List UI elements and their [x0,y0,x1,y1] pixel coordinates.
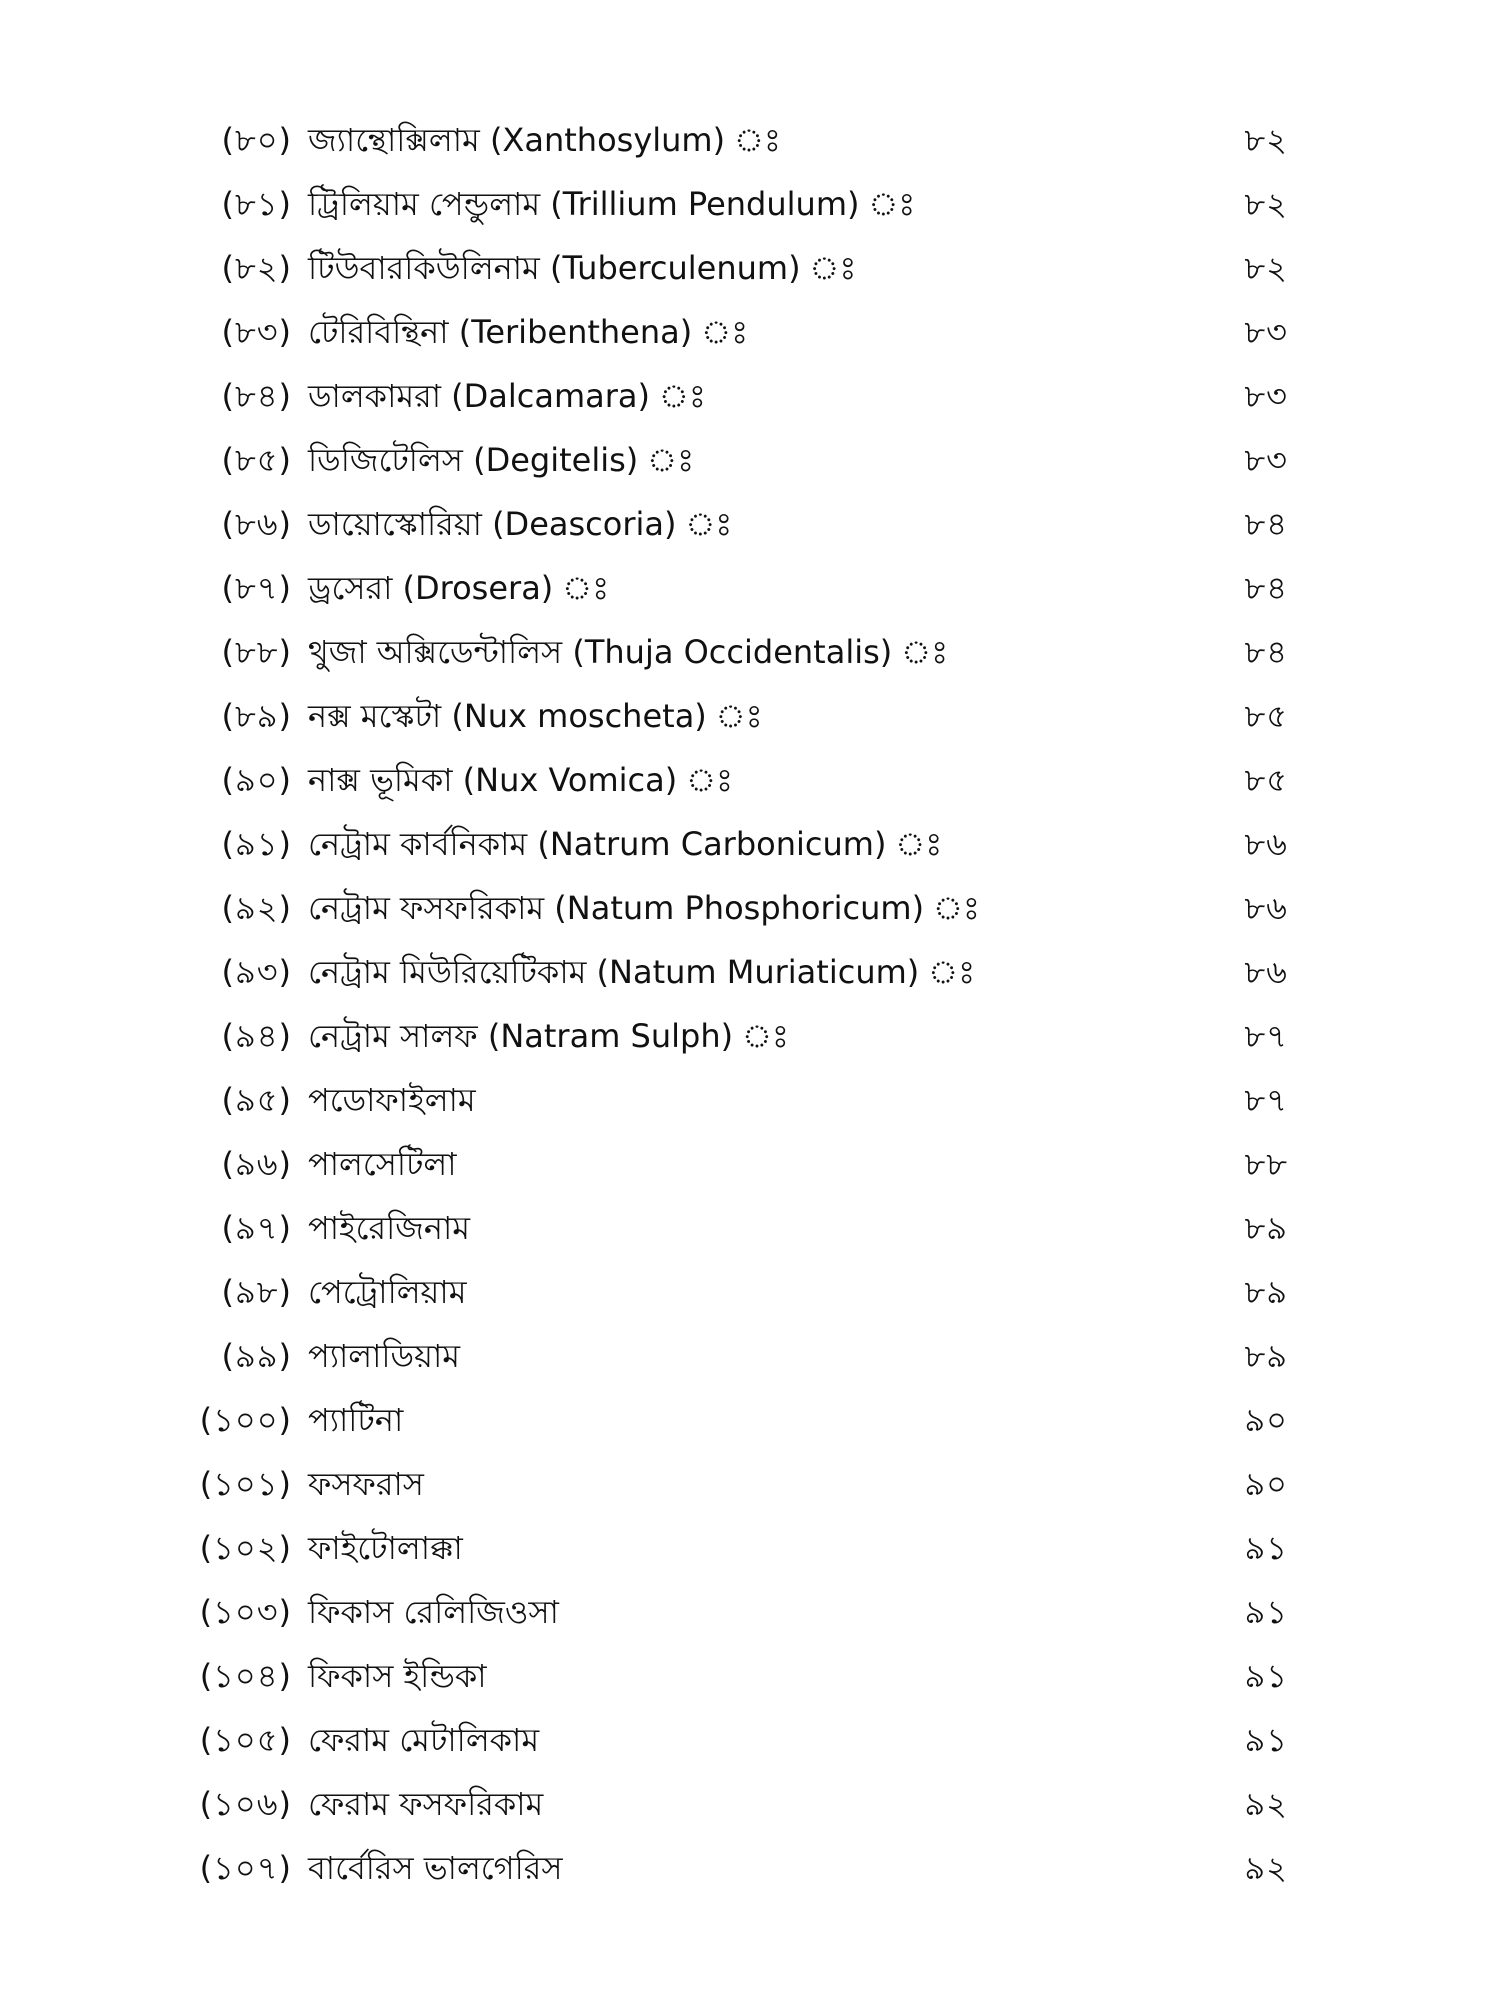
toc-entry [0,1712,1500,1776]
entry-number: (১০১) [199,1465,292,1503]
entry-page-number: ৮৩ [1244,377,1288,415]
toc-entry [0,688,1500,752]
entry-page-number: ৮৫ [1244,697,1288,735]
toc-entry [0,176,1500,240]
entry-page-number: ৮৬ [1244,825,1288,863]
entry-number: (৮০) [221,121,292,159]
toc-entry [0,432,1500,496]
toc-entry [0,496,1500,560]
entry-title: জ্যান্থোক্সিলাম (Xanthosylum) ঃ [308,121,781,159]
entry-title: প্যালাডিয়াম [308,1337,461,1375]
table-of-contents [0,112,1500,1904]
entry-number: (১০০) [199,1401,292,1439]
entry-number: (৯১) [221,825,292,863]
entry-title: ট্রিলিয়াম পেন্ডুলাম (Trillium Pendulum) ঃ [308,185,916,223]
entry-number: (১০৩) [199,1593,292,1631]
entry-page-number: ৮৭ [1244,1017,1288,1055]
entry-number: (৮৭) [221,569,292,607]
entry-number: (৮১) [221,185,292,223]
entry-title: পালসেটিলা [308,1145,457,1183]
entry-number: (৯৫) [221,1081,292,1119]
toc-entry [0,816,1500,880]
entry-number: (৮২) [221,249,292,287]
entry-page-number: ৯২ [1244,1849,1288,1887]
entry-title: ডায়োস্কোরিয়া (Deascoria) ঃ [308,505,733,543]
entry-page-number: ৯১ [1244,1593,1288,1631]
entry-number: (৮৮) [221,633,292,671]
entry-number: (১০৭) [199,1849,292,1887]
entry-number: (১০২) [199,1529,292,1567]
entry-number: (৯০) [221,761,292,799]
entry-title: পডোফাইলাম [308,1081,476,1119]
toc-entry [0,1392,1500,1456]
entry-page-number: ৯১ [1244,1529,1288,1567]
entry-number: (৮৬) [221,505,292,543]
entry-page-number: ৮৯ [1244,1273,1288,1311]
entry-page-number: ৮৩ [1244,441,1288,479]
entry-page-number: ৯২ [1244,1785,1288,1823]
entry-page-number: ৮৪ [1244,569,1288,607]
entry-title: নেট্রাম ফসফরিকাম (Natum Phosphoricum) ঃ [308,889,980,927]
toc-entry [0,1328,1500,1392]
entry-title: ফসফরাস [308,1465,424,1503]
entry-page-number: ৮৪ [1244,505,1288,543]
toc-entry [0,1456,1500,1520]
entry-page-number: ৮৪ [1244,633,1288,671]
entry-title: নক্স মস্কেটা (Nux moscheta) ঃ [308,697,763,735]
entry-title: ড্রসেরা (Drosera) ঃ [308,569,610,607]
entry-title: নেট্রাম মিউরিয়েটিকাম (Natum Muriaticum) ঃ [308,953,976,991]
toc-entry [0,240,1500,304]
toc-entry [0,1200,1500,1264]
entry-number: (৮৫) [221,441,292,479]
entry-page-number: ৯১ [1244,1657,1288,1695]
entry-title: পেট্রোলিয়াম [308,1273,467,1311]
entry-title: ফাইটোলাক্কা [308,1529,463,1567]
entry-number: (৯৩) [221,953,292,991]
entry-title: নেট্রাম সালফ (Natram Sulph) ঃ [308,1017,789,1055]
entry-page-number: ৮২ [1244,249,1288,287]
entry-page-number: ৯১ [1244,1721,1288,1759]
entry-title: নেট্রাম কার্বনিকাম (Natrum Carbonicum) ঃ [308,825,943,863]
entry-page-number: ৮৬ [1244,953,1288,991]
entry-title: থুজা অক্সিডেন্টালিস (Thuja Occidentalis) ঃ [308,633,949,671]
toc-entry [0,1584,1500,1648]
toc-entry [0,1264,1500,1328]
toc-entry [0,752,1500,816]
toc-entry [0,1648,1500,1712]
entry-page-number: ৯০ [1244,1401,1288,1439]
entry-number: (১০৫) [199,1721,292,1759]
toc-entry [0,1776,1500,1840]
toc-entry [0,112,1500,176]
entry-title: ডালকামরা (Dalcamara) ঃ [308,377,706,415]
entry-title: প্যাটিনা [308,1401,404,1439]
toc-entry [0,1520,1500,1584]
entry-title: নাক্স ভূমিকা (Nux Vomica) ঃ [308,761,734,799]
entry-page-number: ৮৯ [1244,1209,1288,1247]
entry-number: (১০৪) [199,1657,292,1695]
toc-entry [0,1840,1500,1904]
entry-page-number: ৮৮ [1244,1145,1288,1183]
entry-number: (৮৩) [221,313,292,351]
toc-entry [0,368,1500,432]
entry-number: (৮৪) [221,377,292,415]
entry-title: ফেরাম ফসফরিকাম [308,1785,544,1823]
entry-title: বার্বেরিস ভালগেরিস [308,1849,563,1887]
entry-page-number: ৮২ [1244,185,1288,223]
toc-entry [0,304,1500,368]
entry-page-number: ৯০ [1244,1465,1288,1503]
entry-page-number: ৮৯ [1244,1337,1288,1375]
entry-page-number: ৮৩ [1244,313,1288,351]
entry-page-number: ৮৭ [1244,1081,1288,1119]
entry-number: (৯৭) [221,1209,292,1247]
entry-number: (১০৬) [199,1785,292,1823]
toc-entry [0,880,1500,944]
entry-title: ফিকাস ইন্ডিকা [308,1657,487,1695]
entry-number: (৯৯) [221,1337,292,1375]
entry-number: (৯২) [221,889,292,927]
entry-number: (৯৮) [221,1273,292,1311]
toc-entry [0,944,1500,1008]
entry-page-number: ৮২ [1244,121,1288,159]
toc-entry [0,1008,1500,1072]
toc-entry [0,1136,1500,1200]
entry-number: (৮৯) [221,697,292,735]
entry-title: পাইরেজিনাম [308,1209,471,1247]
entry-title: ফিকাস রেলিজিওসা [308,1593,559,1631]
entry-title: টেরিবিন্থিনা (Teribenthena) ঃ [308,313,749,351]
entry-title: ডিজিটেলিস (Degitelis) ঃ [308,441,695,479]
toc-entry [0,624,1500,688]
entry-number: (৯৬) [221,1145,292,1183]
entry-page-number: ৮৫ [1244,761,1288,799]
entry-page-number: ৮৬ [1244,889,1288,927]
toc-entry [0,1072,1500,1136]
entry-title: ফেরাম মেটালিকাম [308,1721,540,1759]
entry-number: (৯৪) [221,1017,292,1055]
toc-entry [0,560,1500,624]
entry-title: টিউবারকিউলিনাম (Tuberculenum) ঃ [308,249,857,287]
